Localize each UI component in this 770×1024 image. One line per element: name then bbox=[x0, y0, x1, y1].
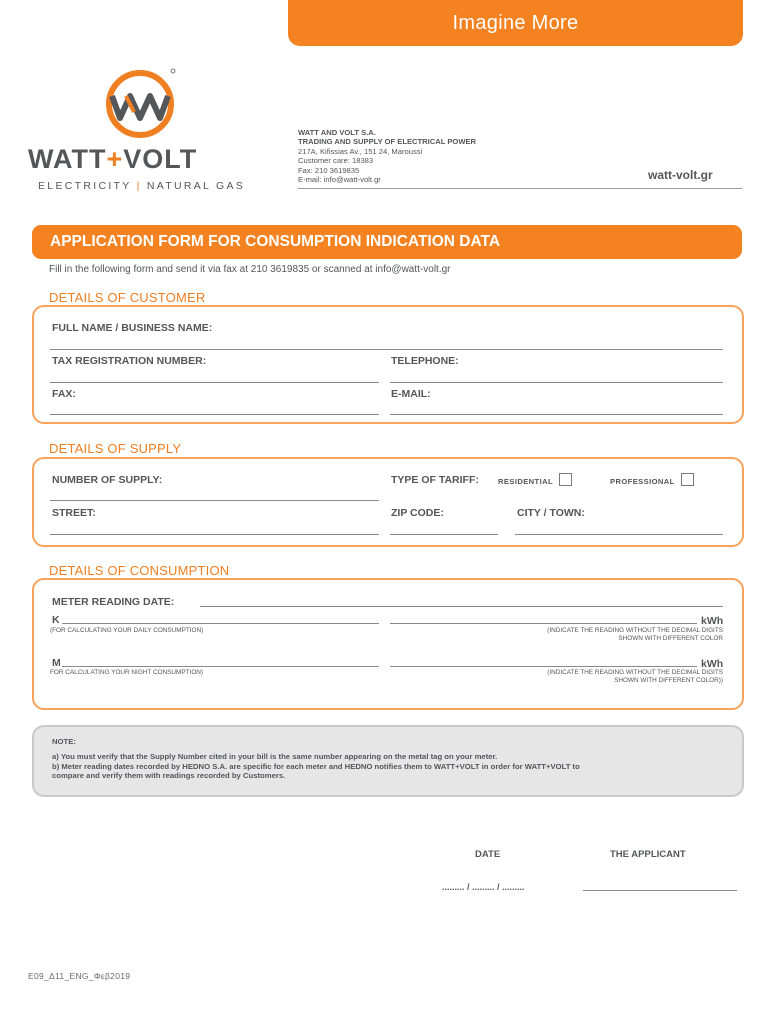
kwh-night-field[interactable] bbox=[390, 666, 697, 667]
zip-label: ZIP CODE: bbox=[391, 507, 444, 519]
k-field[interactable] bbox=[62, 623, 379, 624]
company-info bbox=[298, 128, 476, 184]
supply-heading: DETAILS OF SUPPLY bbox=[49, 441, 182, 456]
company-email: E-mail: info@watt-volt.gr bbox=[298, 175, 381, 185]
applicant-signature-field[interactable] bbox=[583, 890, 737, 891]
slogan: Imagine More bbox=[452, 11, 579, 34]
digits-note-night: (INDICATE THE READING WITHOUT THE DECIMAL DIGITS SHOWN WITH DIFFERENT COLOR)) bbox=[547, 669, 723, 684]
date-field[interactable]: ......... / ......... / ......... bbox=[442, 882, 525, 892]
professional-checkbox[interactable] bbox=[681, 473, 694, 486]
m-label: M bbox=[52, 657, 61, 669]
k-label: K bbox=[52, 614, 60, 626]
email-field[interactable] bbox=[390, 414, 723, 415]
company-customer-care: Customer care: 18383 bbox=[298, 156, 374, 166]
meter-date-label: METER READING DATE: bbox=[52, 596, 175, 608]
tariff-label: TYPE OF TARIFF: bbox=[391, 474, 479, 486]
kwh-day-unit: kWh bbox=[701, 615, 724, 627]
consumption-heading: DETAILS OF CONSUMPTION bbox=[49, 563, 230, 578]
full-name-label: FULL NAME / BUSINESS NAME: bbox=[52, 322, 213, 334]
k-note: (FOR CALCULATING YOUR DAILY CONSUMPTION) bbox=[50, 627, 204, 634]
supply-number-label: NUMBER OF SUPPLY: bbox=[52, 474, 163, 486]
fax-field[interactable] bbox=[50, 414, 379, 415]
company-activity: TRADING AND SUPPLY OF ELECTRICAL POWER bbox=[298, 137, 477, 147]
slogan-banner bbox=[288, 0, 743, 46]
city-field[interactable] bbox=[515, 534, 723, 535]
m-note: FOR CALCULATING YOUR NIGHT CONSUMPTION) bbox=[50, 669, 204, 676]
company-name: WATT AND VOLT S.A. bbox=[298, 128, 376, 137]
telephone-field[interactable] bbox=[390, 382, 723, 383]
logo-icon bbox=[104, 66, 176, 138]
form-instructions: Fill in the following form and send it via fax at 210 3619835 or scanned at info@watt-volt.gr bbox=[49, 264, 451, 275]
note-heading: NOTE: bbox=[52, 737, 76, 746]
header-divider bbox=[298, 188, 742, 189]
fax-label: FAX: bbox=[52, 388, 76, 400]
m-field[interactable] bbox=[62, 666, 379, 667]
supply-number-field[interactable] bbox=[50, 500, 379, 501]
street-label: STREET: bbox=[52, 507, 96, 519]
city-label: CITY / TOWN: bbox=[517, 507, 585, 519]
meter-date-field[interactable] bbox=[200, 606, 723, 607]
professional-label: PROFESSIONAL bbox=[610, 477, 675, 486]
residential-checkbox[interactable] bbox=[559, 473, 572, 486]
applicant-label: THE APPLICANT bbox=[610, 849, 686, 860]
full-name-field[interactable] bbox=[50, 349, 723, 350]
form-title: APPLICATION FORM FOR CONSUMPTION INDICATION DATA bbox=[32, 225, 742, 259]
digits-note-day: (INDICATE THE READING WITHOUT THE DECIMAL DIGITS SHOWN WITH DIFFERENT COLOR bbox=[547, 627, 723, 642]
brand-tagline: ELECTRICITY | NATURAL GAS bbox=[38, 180, 246, 192]
company-address: 217A, Kifissias Av., 151 24, Maroussi bbox=[298, 146, 423, 156]
brand-name: WATT+VOLT bbox=[28, 144, 198, 174]
zip-field[interactable] bbox=[390, 534, 498, 535]
residential-label: RESIDENTIAL bbox=[498, 477, 554, 486]
date-label: DATE bbox=[475, 849, 501, 860]
kwh-day-field[interactable] bbox=[390, 623, 697, 624]
website-link[interactable]: watt-volt.gr bbox=[648, 168, 713, 182]
tax-label: TAX REGISTRATION NUMBER: bbox=[52, 355, 207, 367]
note-body: a) You must verify that the Supply Number cited in your bill is the same number appearing on the metal tag on your meter. b) Meter reading dates recorded by HEDNO S.A. are specific for each meter and HEDNO notifies them to WATT+VOLT in order for WATT+VOLT to compare and verify them with readings recorded by Customers. bbox=[52, 752, 580, 781]
form-code: E09_Δ11_ENG_Φεβ2019 bbox=[28, 971, 131, 981]
email-label: E-MAIL: bbox=[391, 388, 431, 400]
customer-heading: DETAILS OF CUSTOMER bbox=[49, 290, 206, 305]
company-fax: Fax: 210 3619835 bbox=[298, 165, 360, 175]
street-field[interactable] bbox=[50, 534, 379, 535]
telephone-label: TELEPHONE: bbox=[391, 355, 459, 367]
kwh-night-unit: kWh bbox=[701, 658, 724, 670]
tax-field[interactable] bbox=[50, 382, 379, 383]
